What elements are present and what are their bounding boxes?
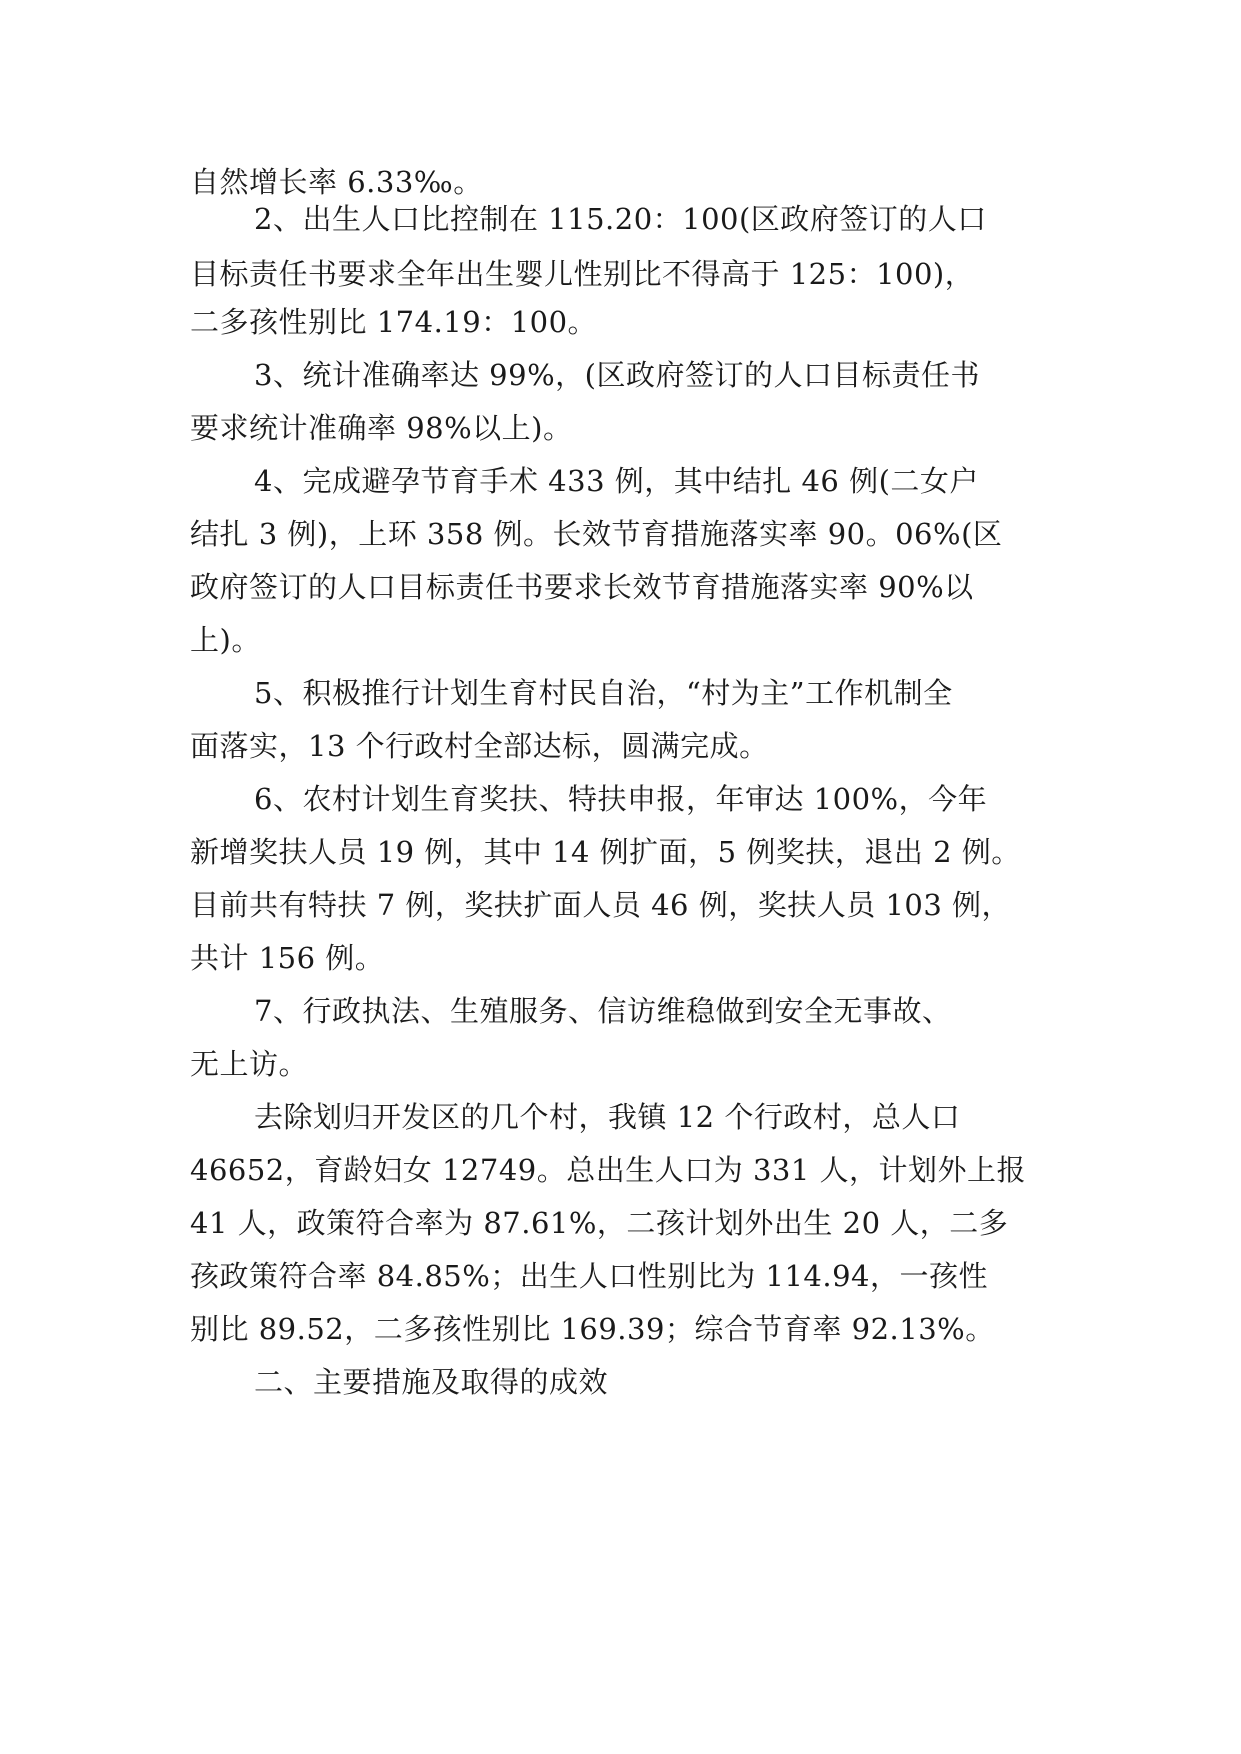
text-line: 要求统计准确率 98%以上)。 <box>190 411 573 445</box>
text-line: 上)。 <box>190 623 261 657</box>
text-line: 无上访。 <box>190 1047 309 1081</box>
text-line: 41 人，政策符合率为 87.61%，二孩计划外出生 20 人，二多 <box>190 1206 1009 1240</box>
text-line: 5、积极推行计划生育村民自治，“村为主”工作机制全 <box>254 676 953 710</box>
text-line: 去除划归开发区的几个村，我镇 12 个行政村，总人口 <box>254 1100 961 1134</box>
text-line: 新增奖扶人员 19 例，其中 14 例扩面，5 例奖扶，退出 2 例。 <box>190 835 1021 869</box>
text-line: 7、行政执法、生殖服务、信访维稳做到安全无事故、 <box>254 994 952 1028</box>
section-heading: 二、主要措施及取得的成效 <box>254 1365 609 1399</box>
text-line: 结扎 3 例)，上环 358 例。长效节育措施落实率 90。06%(区 <box>190 517 1003 551</box>
text-line: 共计 156 例。 <box>190 941 385 975</box>
text-line: 自然增长率 6.33‰。 <box>190 165 483 199</box>
text-line: 46652，育龄妇女 12749。总出生人口为 331 人，计划外上报 <box>190 1153 1027 1187</box>
text-line: 6、农村计划生育奖扶、特扶申报，年审达 100%，今年 <box>254 782 988 816</box>
text-line: 政府签订的人口目标责任书要求长效节育措施落实率 90%以 <box>190 570 974 604</box>
text-line: 二多孩性别比 174.19：100。 <box>190 305 598 339</box>
text-line: 2、出生人口比控制在 115.20：100(区政府签订的人口 <box>254 202 987 236</box>
text-line: 孩政策符合率 84.85%；出生人口性别比为 114.94，一孩性 <box>190 1259 988 1293</box>
text-line: 目前共有特扶 7 例，奖扶扩面人员 46 例，奖扶人员 103 例， <box>190 888 1012 922</box>
text-line: 4、完成避孕节育手术 433 例，其中结扎 46 例(二女户 <box>254 464 979 498</box>
text-line: 目标责任书要求全年出生婴儿性别比不得高于 125：100)， <box>190 257 975 291</box>
text-line: 面落实，13 个行政村全部达标，圆满完成。 <box>190 729 769 763</box>
text-line: 3、统计准确率达 99%，(区政府签订的人口目标责任书 <box>254 358 980 392</box>
text-line: 别比 89.52，二多孩性别比 169.39；综合节育率 92.13%。 <box>190 1312 995 1346</box>
